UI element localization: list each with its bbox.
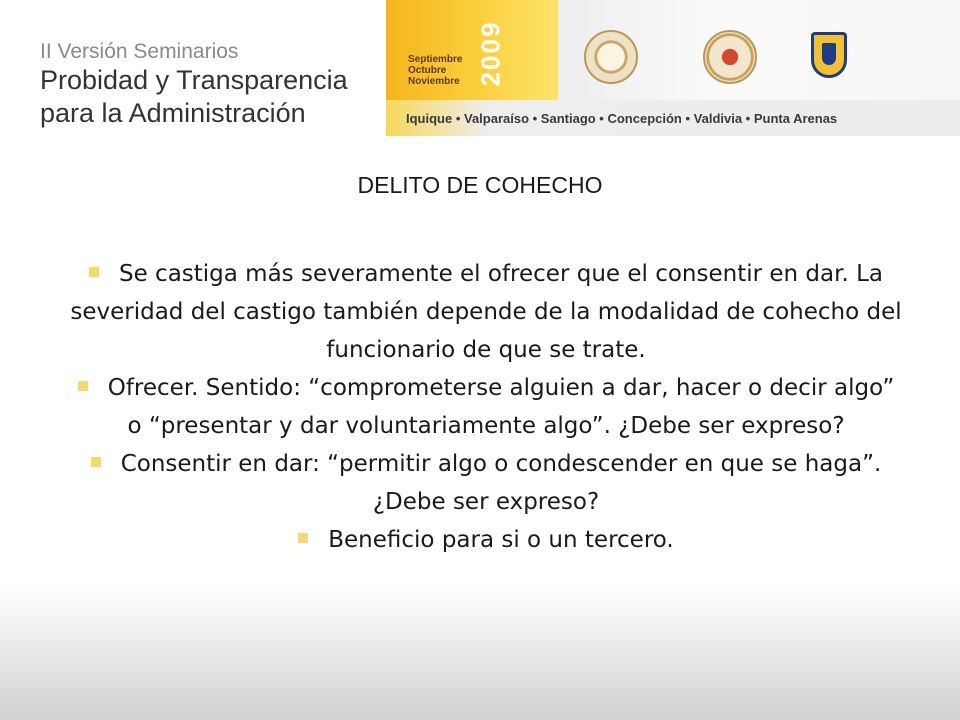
year-label [475, 18, 506, 88]
university-seal-icon [703, 30, 757, 84]
bullet-list [56, 255, 916, 559]
header-title-block [40, 40, 380, 130]
date-banner [386, 0, 558, 100]
bullet-item [56, 369, 916, 445]
cities-list: Iquique • Valparaíso • Santiago • Concepción • Valdivia • Punta Arenas [406, 110, 838, 126]
shield-emblem [822, 43, 836, 65]
year-text: 2009 [475, 20, 506, 86]
bullet-square-icon [78, 381, 88, 391]
seminar-title-line-2: para la Administración [40, 98, 306, 128]
bullet-item [56, 445, 916, 521]
cities-bar [386, 100, 960, 136]
months-list [408, 54, 462, 87]
bullet-square-icon [298, 533, 308, 543]
bullet-text: Ofrecer. Sentido: “comprometerse alguien a dar, hacer o decir algo” o “presentar y dar voluntariamente algo”. ¿Debe ser expreso? [107, 375, 895, 439]
institution-logos [558, 0, 960, 100]
slide-heading: DELITO DE COHECHO [357, 172, 603, 198]
bullet-text: Se castiga más severamente el ofrecer que el consentir en dar. La severidad del castigo también depende de la modalidad de cohecho del funcionario de que se trate. [70, 261, 902, 363]
bullet-text: Consentir en dar: “permitir algo o condescender en que se haga”. ¿Debe ser expreso? [120, 451, 882, 515]
bullet-item [56, 521, 916, 559]
month-september: Septiembre [408, 54, 463, 65]
seminar-title-line-1: Probidad y Transparencia [40, 65, 348, 95]
university-shield-icon [811, 32, 847, 78]
bullet-item [56, 255, 916, 369]
month-october: Octubre [408, 65, 447, 76]
seminar-series-label: II Versión Seminarios [40, 40, 239, 63]
month-november: Noviembre [408, 76, 460, 87]
contraloria-seal-icon [584, 30, 638, 84]
bullet-square-icon [91, 457, 101, 467]
bullet-square-icon [89, 267, 99, 277]
bullet-text: Beneficio para si o un tercero. [328, 527, 674, 553]
